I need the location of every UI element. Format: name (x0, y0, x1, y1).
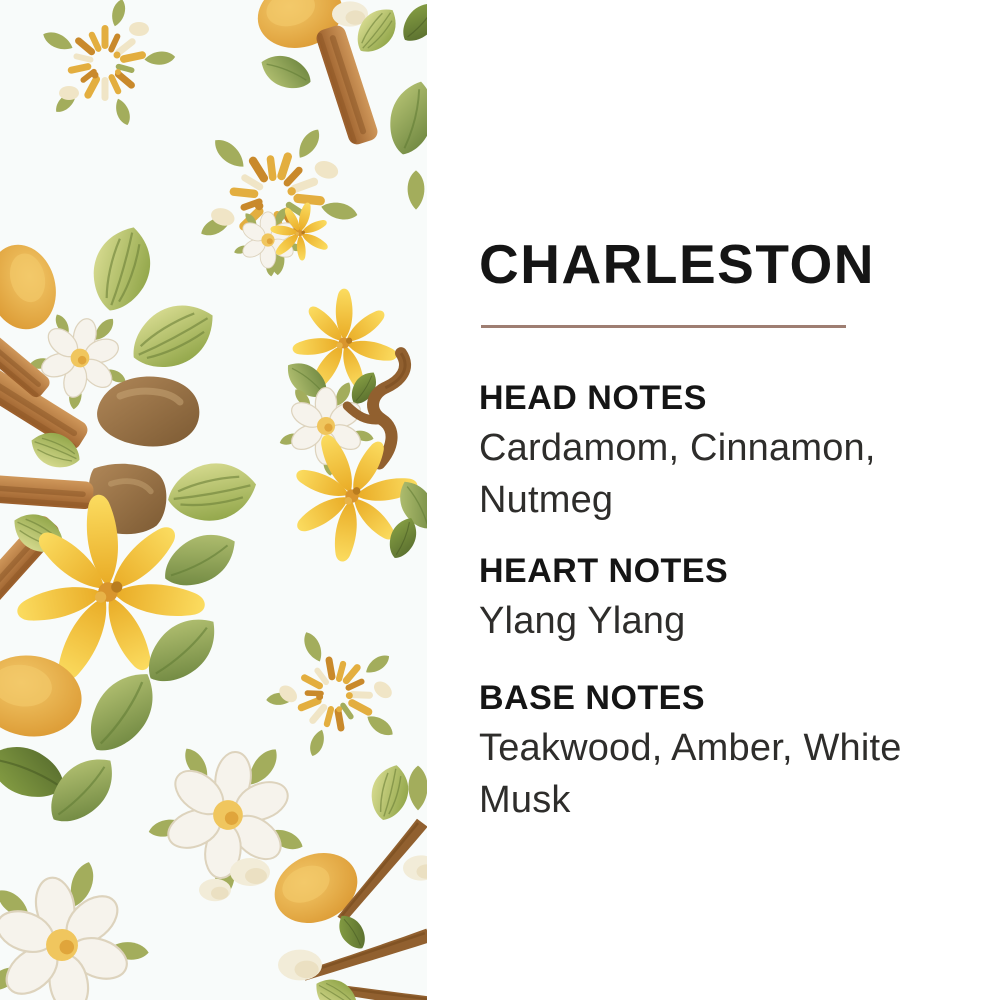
amber-stone-cinnamon-cluster (0, 301, 261, 696)
title-divider (481, 325, 846, 328)
lemon-cinnamon-cluster (250, 0, 427, 210)
fragrance-info-panel (479, 0, 949, 1000)
head-notes-body: Cardamom, Cinnamon, Nutmeg (479, 427, 876, 522)
fragrance-title: CHARLESTON (479, 233, 875, 295)
lemon-leaf-cluster (0, 649, 169, 835)
base-notes-body: Teakwood, Amber, White Musk (479, 727, 902, 822)
botanical-illustration-panel (0, 0, 427, 1000)
head-notes-heading: HEAD NOTES (479, 379, 707, 417)
botanical-illustration (0, 0, 427, 1000)
heart-notes-body: Ylang Ylang (479, 600, 686, 642)
ylang-blossom-chain (233, 192, 427, 575)
heart-notes-heading: HEART NOTES (479, 552, 729, 590)
base-notes-heading: BASE NOTES (479, 679, 706, 717)
